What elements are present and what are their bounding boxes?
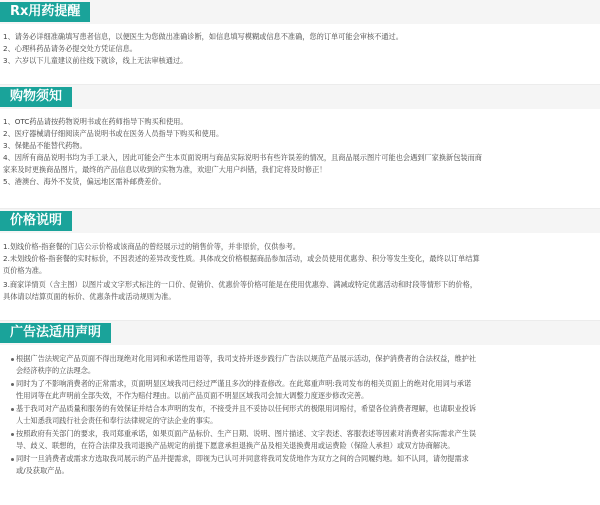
purchase-line-6: 5、港澳台、海外不发货，偏远地区需补邮费差价。 [3, 177, 166, 186]
purchase-line-1: 1、OTC药品请按药物说明书或在药师指导下购买和使用。 [3, 117, 188, 126]
ad-law-line-5-text: 基于我司对产品质量和服务的有效保证并结合本声明的发布，不接受并且不妥协以任何形式的极限用词赔付，希望各位消费者理解，也请职业投诉 [16, 404, 477, 413]
price-line-1: 1.划线价格-指套餐的门店公示价格或该商品的曾经展示过的销售价等，并非原价，仅供参考。 [3, 242, 300, 251]
bullet-icon [11, 358, 14, 361]
ad-law-line-2 [10, 366, 594, 376]
price-line-3: 页价格为准。 [3, 266, 47, 275]
price-line-2: 2.未划线价格-指套餐的实时标价，不因表述的差异改变性质。具体成交价格根据商品参加活动，或会员使用优惠券、积分等发生变化，最终以订单结算 [3, 254, 480, 263]
ad-law-line-4 [10, 391, 594, 401]
ad-law-line-3-text: 同时为了不影响消费者的正常需求，页面明显区域我司已经过严谨且多次的排查修改。在此郑重声明:我司发布的相关页面上的绝对化用词与承诺 [16, 379, 472, 388]
bullet-icon [11, 383, 14, 386]
ad-law-line-3 [10, 379, 594, 389]
ad-law-line-1 [10, 354, 594, 364]
purchase-section-title: 购物须知 [0, 87, 72, 107]
ad-law-line-4-text: 性用词等在此声明前全部失效，不作为赔付理由。以前产品页面不明显区域我司会加大调整力度逐步修改完善。 [16, 391, 369, 400]
ad-law-line-6 [10, 416, 594, 426]
bullet-icon [11, 433, 14, 436]
price-line-5: 具体请以结算页面的标价、优惠条件或活动规则为准。 [3, 292, 176, 301]
rx-line-1: 1、请务必详细准确填写患者信息，以便医生为您做出准确诊断，如信息填写模糊或信息不准确，您的订单可能会审核不通过。 [3, 32, 403, 41]
ad-law-line-6-text: 人士知悉我司践行社会责任和奉行法律规定的守法企业的事实。 [16, 416, 218, 425]
price-line-4: 3.商家详情页（含主图）以图片或文字形式标注的一口价、促销价、优惠价等价格可能是在使用优惠券、满减或特定优惠活动和时段等情形下的价格， [3, 280, 478, 289]
ad-law-line-8 [10, 441, 594, 451]
ad-law-line-9-text: 同时一旦消费者或需求方选取我司展示的产品并提需求，即视为已认可并同意将我司发货地作为双方之间的合同履约地。如不认同，请勿提需求 [16, 454, 469, 463]
ad-law-line-8-text: 导、歧义、联想的，在符合法律及我司退换产品规定的前提下愿意承担退换产品及相关退换费用或运费险（保险人承担）或双方协商解决。 [16, 441, 455, 450]
ad-law-line-7-text: 按照政府有关部门的要求，我司郑重承诺，如果页面产品标价、生产日期、说明、图片描述、文字表述、客服表述等因素对消费者实际需求产生误 [16, 429, 477, 438]
purchase-line-3: 3、保健品不能替代药物。 [3, 141, 87, 150]
purchase-line-5: 家来及时更换商品图片，最终的产品信息以收到的实物为准，欢迎广大用户纠错，我们定将及时修正！ [3, 165, 327, 174]
ad-law-line-2-text: 会经济秩序的立法理念。 [16, 366, 96, 375]
purchase-section-header [0, 84, 600, 109]
bullet-icon [11, 408, 14, 411]
bullet-icon [11, 458, 14, 461]
ad-law-line-1-text: 根据广告法规定产品页面不得出现绝对化用词和承诺性用语等，我司支持并逐步践行广告法以规范产品展示活动，保护消费者的合法权益，维护社 [16, 354, 477, 363]
rx-section-header [0, 0, 600, 24]
ad-law-section-title: 广告法适用声明 [0, 323, 111, 343]
ad-law-line-10-text: 或/及获取产品。 [16, 466, 69, 475]
rx-line-3: 3、六岁以下儿童建议前往线下就诊，线上无法审核通过。 [3, 56, 188, 65]
purchase-line-2: 2、医疗器械请仔细阅读产品说明书或在医务人员指导下购买和使用。 [3, 129, 224, 138]
price-section-header [0, 208, 600, 233]
ad-law-line-5 [10, 404, 594, 414]
ad-law-section-header [0, 320, 600, 345]
ad-law-line-7 [10, 429, 594, 439]
rx-line-2: 2、心理科药品请务必提交处方凭证信息。 [3, 44, 137, 53]
ad-law-line-10 [10, 466, 594, 476]
ad-law-line-9 [10, 454, 594, 464]
purchase-line-4: 4、因所有商品说明书均为手工录入，因此可能会产生本页面说明与商品实际说明书有些许误差的情况，且商品展示图片可能也会遇到厂家换新包装而商 [3, 153, 482, 162]
price-section-title: 价格说明 [0, 211, 72, 231]
rx-section-title: Rx用药提醒 [0, 2, 90, 22]
